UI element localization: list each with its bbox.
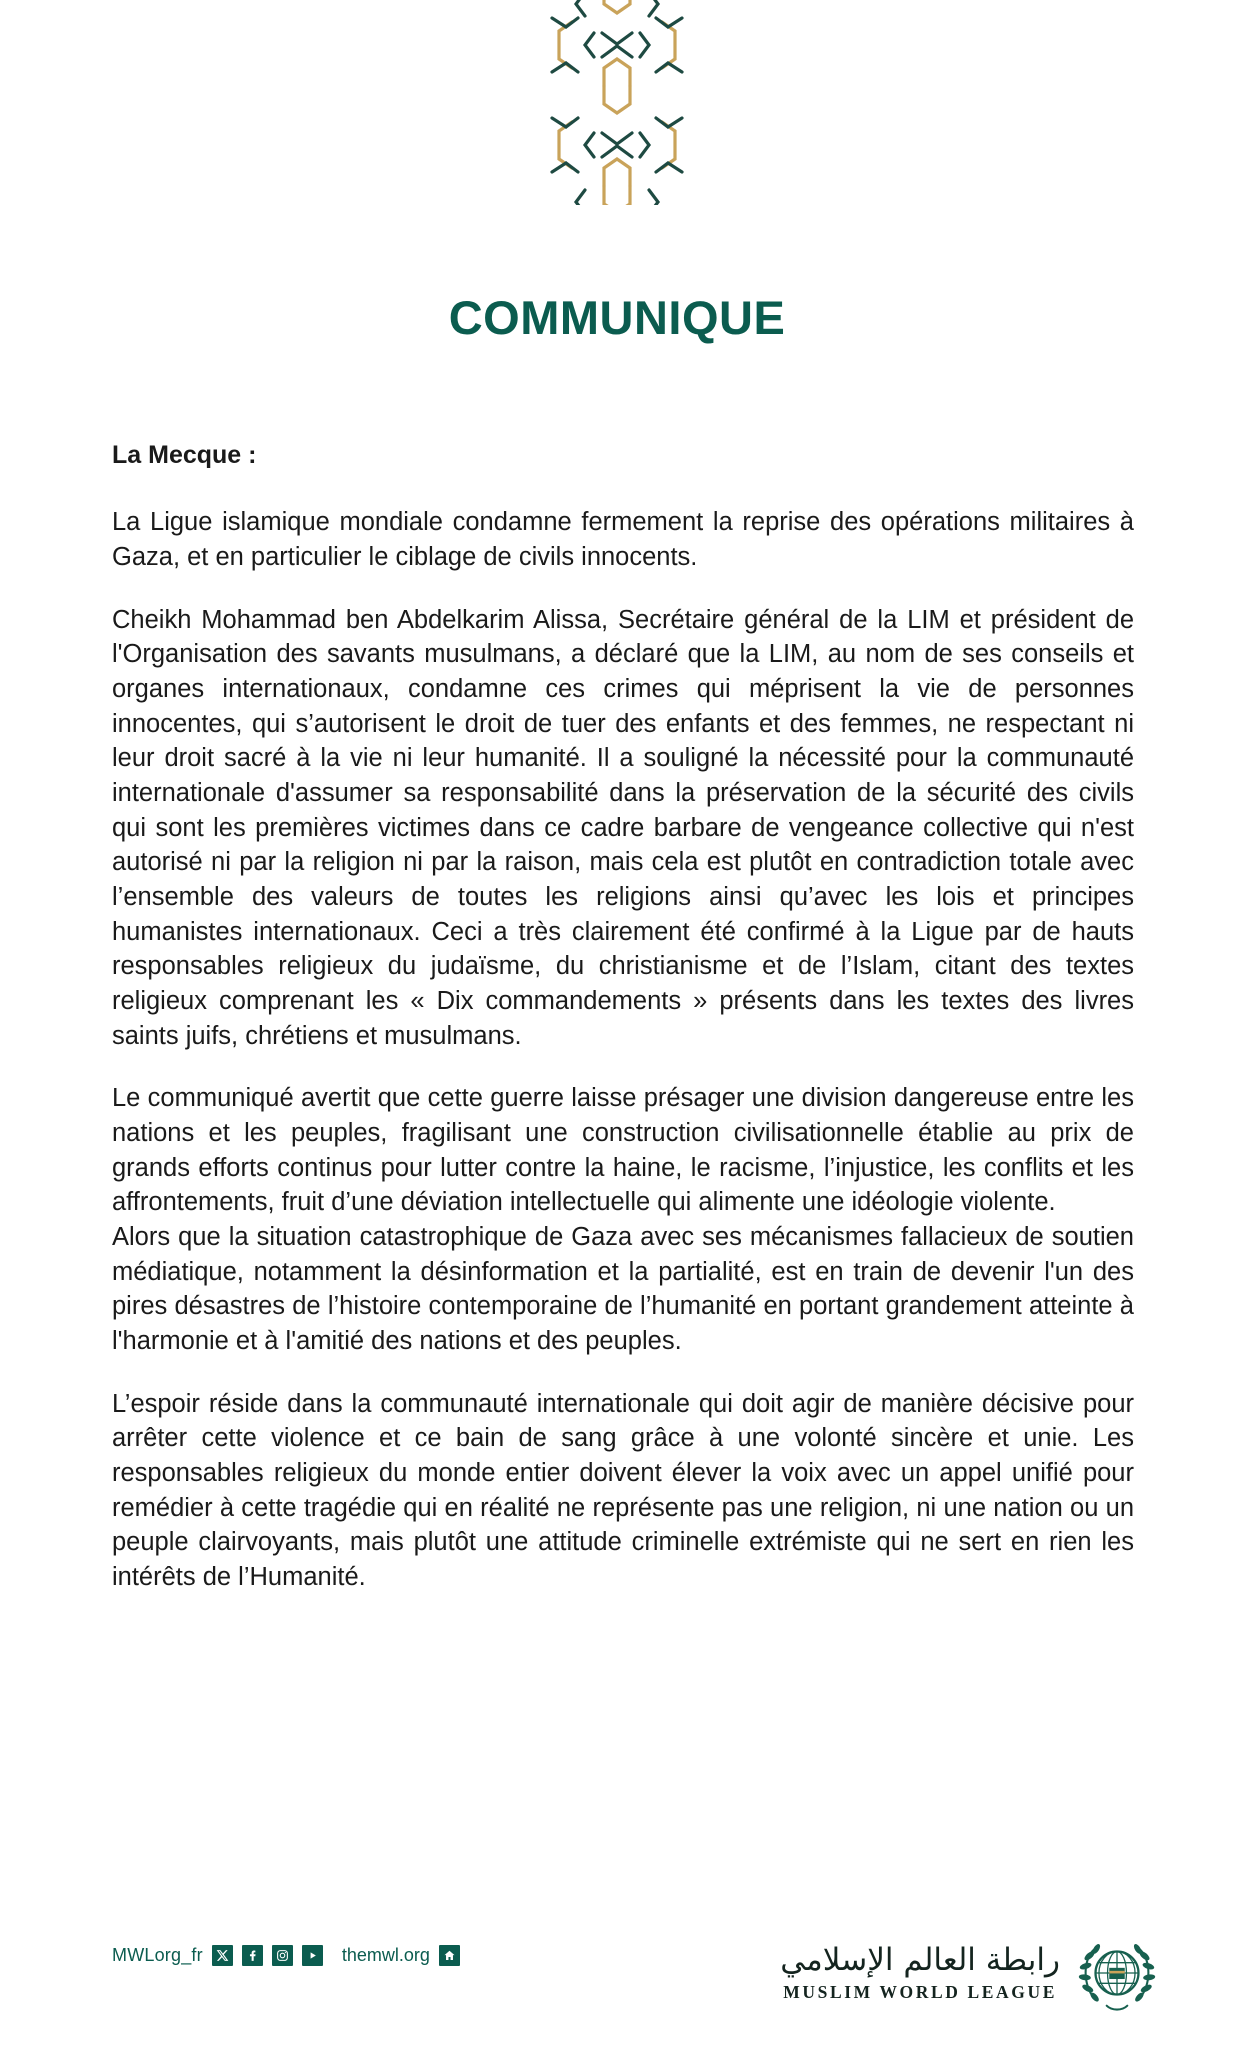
document-body [112, 440, 1134, 1595]
x-icon[interactable] [212, 1945, 233, 1966]
page-footer [0, 1930, 1234, 2048]
dateline: La Mecque : [112, 441, 257, 469]
page-title-container [0, 292, 1234, 344]
page-title: COMMUNIQUE [448, 291, 786, 344]
home-icon[interactable] [439, 1945, 460, 1966]
paragraph-4: Alors que la situation catastrophique de Gaza avec ses mécanismes fallacieux de soutien médiatique, notamment la désinformation et la partialité, est en train de devenir l'un des pires désastres de l’histoire contemporaine de l’humanité en portant grandement atteinte à l'harmonie et à l'amitié des nations et des peuples. [112, 1223, 1134, 1356]
logo-english-name: MUSLIM WORLD LEAGUE [783, 1981, 1057, 2002]
logo-text-block [780, 1943, 1060, 2003]
website-url[interactable]: themwl.org [341, 1945, 430, 1965]
paragraph-1: La Ligue islamique mondiale condamne fermement la reprise des opérations militaires à Gaza, et en particulier le ciblage de civils innocents. [112, 508, 1134, 571]
footer-social-bar [112, 1945, 460, 1966]
instagram-icon[interactable] [272, 1945, 293, 1966]
paragraph-3: Le communiqué avertit que cette guerre laisse présager une division dangereuse entre les nations et les peuples, fragilisant une construction civilisationnelle établie au prix de grands efforts continus pour lutter contre la haine, le racisme, l’injustice, les conflits et les affrontements, fruit d’une déviation intellectuelle qui alimente une idéologie violente. [112, 1084, 1134, 1217]
social-handle: MWLorg_fr [112, 1945, 203, 1965]
paragraph-5: L’espoir réside dans la communauté internationale qui doit agir de manière décisive pour arrêter cette violence et ce bain de sang grâce à une volonté sincère et unie. Les responsables religieux du monde entier doivent élever la voix avec un appel unifié pour remédier à cette tragédie qui en réalité ne représente pas une religion, ni une nation ou un peuple clairvoyants, mais plutôt une attitude criminelle extrémiste qui ne sert en rien les intérêts de l’Humanité. [112, 1389, 1134, 1592]
facebook-icon[interactable] [242, 1945, 263, 1966]
logo-arabic-name: رابطة العالم الإسلامي [780, 1942, 1060, 1979]
globe-laurel-emblem [1074, 1930, 1160, 2016]
organization-logo [780, 1930, 1160, 2016]
hexagon-lattice-ornament [542, 0, 692, 205]
paragraph-2: Cheikh Mohammad ben Abdelkarim Alissa, Secrétaire général de la LIM et président de l'Organisation des savants musulmans, a déclaré que la LIM, au nom de ses conseils et organes internationaux, condamne ces crimes qui méprisent la vie de personnes innocentes, qui s’autorisent le droit de tuer des enfants et des femmes, ne respectant ni leur droit sacré à la vie ni leur humanité. Il a souligné la nécessité pour la communauté internationale d'assumer sa responsabilité dans la préservation de la sécurité des civils qui sont les premières victimes dans ce cadre barbare de vengeance collective qui n'est autorisé ni par la religion ni par la raison, mais cela est plutôt en contradiction totale avec l’ensemble des valeurs de toutes les religions ainsi qu’avec les lois et principes humanistes internationaux. Ceci a très clairement été confirmé à la Ligue par de hauts responsables religieux du judaïsme, du christianisme et de l’Islam, citant des textes religieux comprenant les « Dix commandements » présents dans les textes des livres saints juifs, chrétiens et musulmans. [112, 605, 1134, 1050]
youtube-icon[interactable] [302, 1945, 323, 1966]
